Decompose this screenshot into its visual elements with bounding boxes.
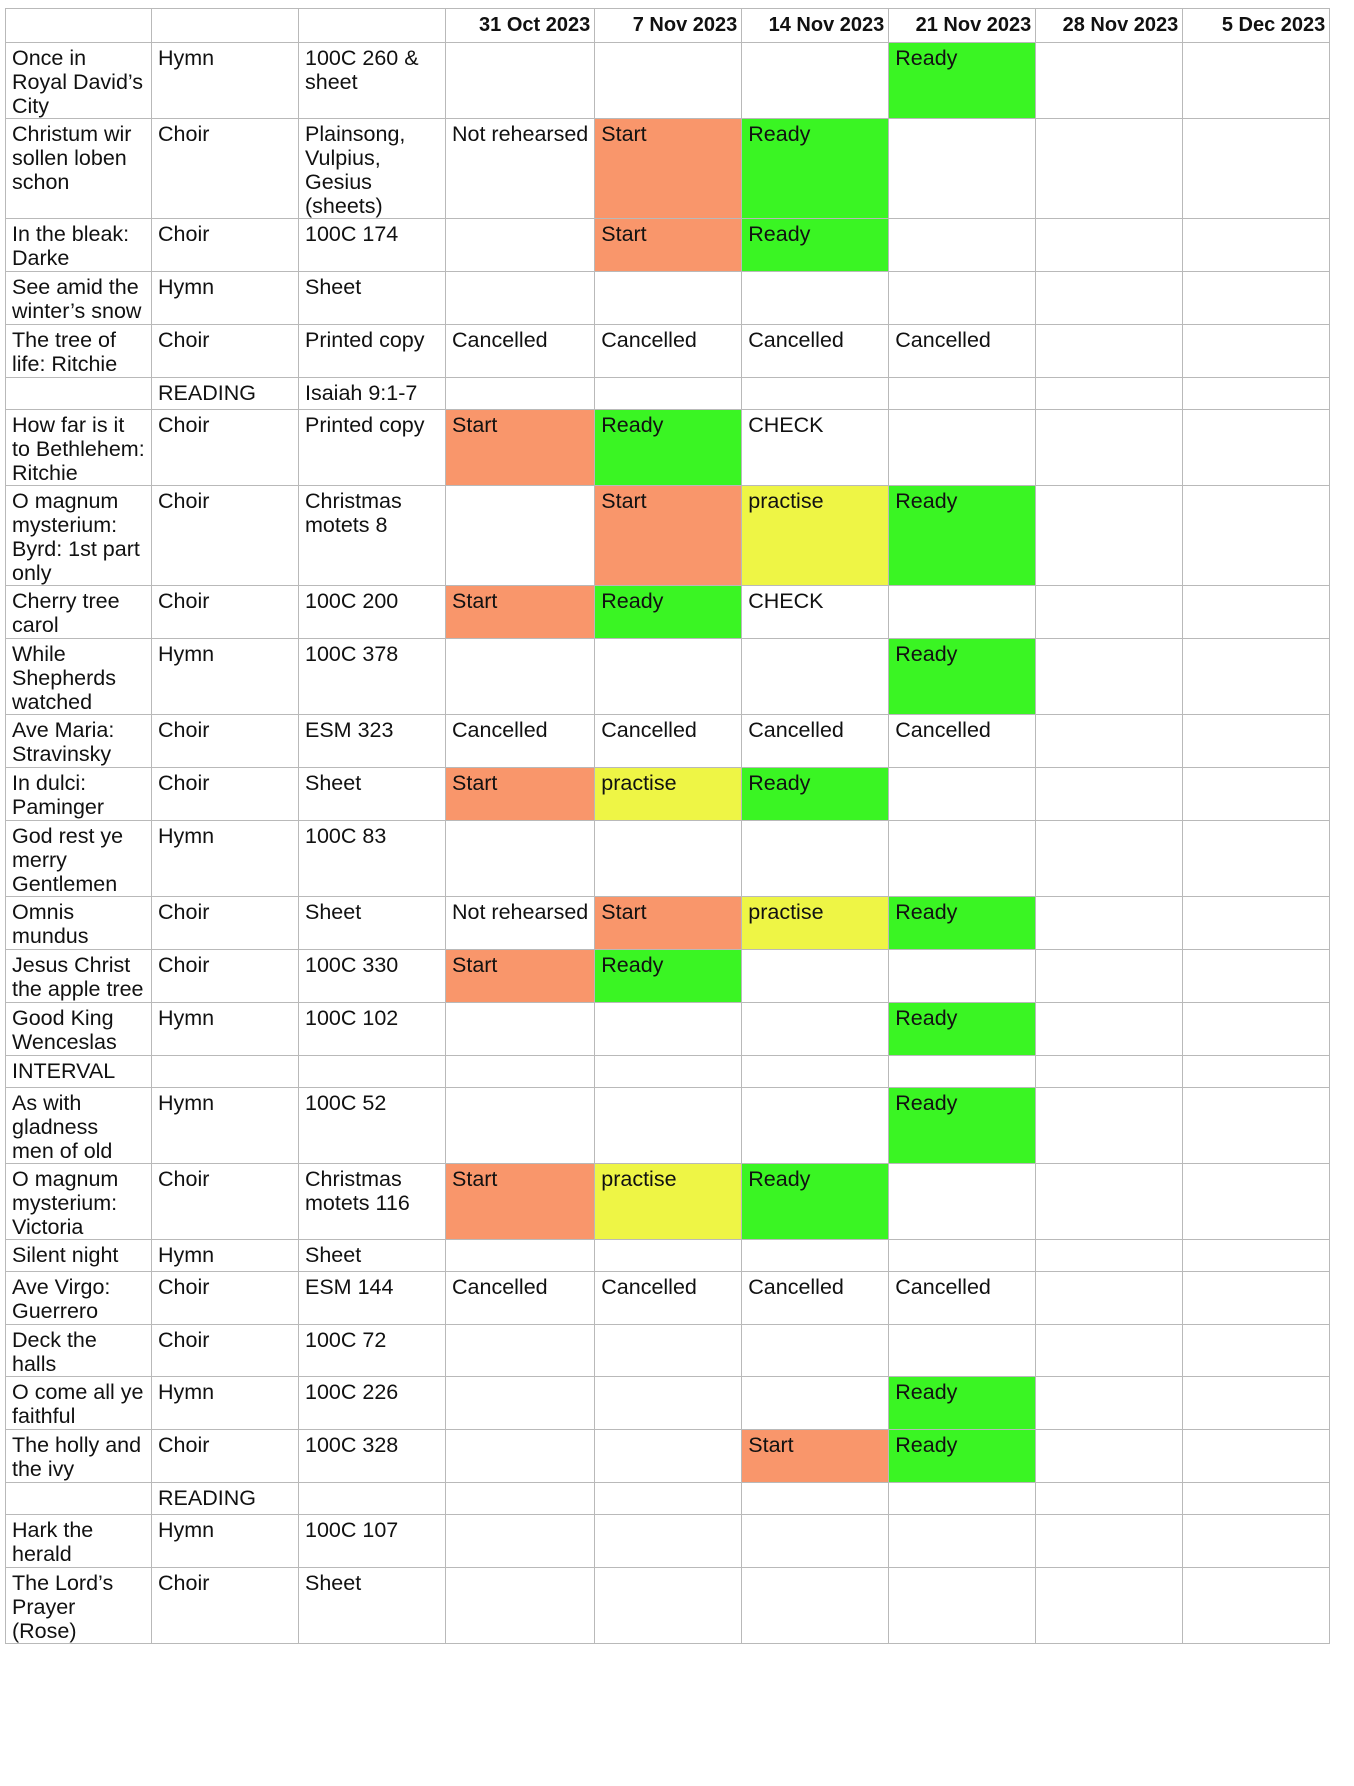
- item-type-cell[interactable]: Choir: [152, 1568, 299, 1644]
- music-source-cell[interactable]: 100C 102: [299, 1003, 446, 1056]
- status-cell[interactable]: [1036, 768, 1183, 821]
- status-cell[interactable]: [595, 1088, 742, 1164]
- table-row: [6, 272, 1330, 325]
- item-type-cell[interactable]: Hymn: [152, 1003, 299, 1056]
- status-cell[interactable]: [742, 950, 889, 1003]
- status-cell[interactable]: Ready: [889, 43, 1036, 119]
- status-cell[interactable]: [1183, 1515, 1330, 1568]
- status-cell[interactable]: [889, 1568, 1036, 1644]
- status-cell[interactable]: Cancelled: [595, 325, 742, 378]
- status-cell[interactable]: Cancelled: [889, 325, 1036, 378]
- header-date-cell[interactable]: 7 Nov 2023: [595, 9, 742, 43]
- status-cell[interactable]: [1036, 897, 1183, 950]
- status-cell[interactable]: Start: [446, 410, 595, 486]
- table-row: [6, 897, 1330, 950]
- status-cell[interactable]: Ready: [742, 1164, 889, 1240]
- music-source-cell[interactable]: Sheet: [299, 897, 446, 950]
- song-title-cell[interactable]: The Lord’s Prayer (Rose): [6, 1568, 152, 1644]
- status-cell[interactable]: [1036, 1568, 1183, 1644]
- header-date-cell[interactable]: 31 Oct 2023: [446, 9, 595, 43]
- status-cell[interactable]: [595, 1515, 742, 1568]
- status-cell[interactable]: [1036, 119, 1183, 219]
- music-source-cell[interactable]: Christmas motets 8: [299, 486, 446, 586]
- item-type-cell[interactable]: Hymn: [152, 272, 299, 325]
- header-date-cell[interactable]: 28 Nov 2023: [1036, 9, 1183, 43]
- status-cell[interactable]: [1183, 1377, 1330, 1430]
- status-cell[interactable]: [595, 1056, 742, 1088]
- status-cell[interactable]: [889, 586, 1036, 639]
- status-cell[interactable]: [742, 378, 889, 410]
- status-cell[interactable]: [446, 1483, 595, 1515]
- status-cell[interactable]: Ready: [742, 219, 889, 272]
- status-cell[interactable]: [889, 378, 1036, 410]
- status-cell[interactable]: Start: [446, 950, 595, 1003]
- music-source-cell[interactable]: 100C 330: [299, 950, 446, 1003]
- table-row: [6, 1003, 1330, 1056]
- status-cell[interactable]: [1036, 378, 1183, 410]
- status-cell[interactable]: [1183, 1164, 1330, 1240]
- status-cell[interactable]: [742, 272, 889, 325]
- status-cell[interactable]: [595, 1568, 742, 1644]
- status-cell[interactable]: [889, 272, 1036, 325]
- status-cell[interactable]: [446, 219, 595, 272]
- song-title-cell[interactable]: The tree of life: Ritchie: [6, 325, 152, 378]
- song-title-cell[interactable]: O come all ye faithful: [6, 1377, 152, 1430]
- status-cell[interactable]: [1036, 1377, 1183, 1430]
- status-cell[interactable]: [446, 1568, 595, 1644]
- status-cell[interactable]: [595, 1377, 742, 1430]
- status-cell[interactable]: Ready: [889, 1088, 1036, 1164]
- song-title-cell[interactable]: [6, 378, 152, 410]
- status-cell[interactable]: [446, 378, 595, 410]
- status-cell[interactable]: [1036, 1515, 1183, 1568]
- status-cell[interactable]: Ready: [595, 410, 742, 486]
- status-cell[interactable]: Start: [595, 486, 742, 586]
- table-row: [6, 486, 1330, 586]
- status-cell[interactable]: [446, 1325, 595, 1377]
- music-source-cell[interactable]: Sheet: [299, 272, 446, 325]
- header-row: [6, 9, 1330, 43]
- status-cell[interactable]: [1183, 715, 1330, 768]
- song-title-cell[interactable]: The holly and the ivy: [6, 1430, 152, 1483]
- table-row: [6, 950, 1330, 1003]
- header-date-cell[interactable]: 5 Dec 2023: [1183, 9, 1330, 43]
- item-type-cell[interactable]: Choir: [152, 768, 299, 821]
- status-cell[interactable]: [1183, 486, 1330, 586]
- music-source-cell[interactable]: [299, 1483, 446, 1515]
- status-cell[interactable]: [1036, 586, 1183, 639]
- table-row: [6, 1483, 1330, 1515]
- music-source-cell[interactable]: Printed copy: [299, 410, 446, 486]
- music-source-cell[interactable]: 100C 107: [299, 1515, 446, 1568]
- status-cell[interactable]: [742, 1515, 889, 1568]
- status-cell[interactable]: Start: [446, 586, 595, 639]
- status-cell[interactable]: [1183, 43, 1330, 119]
- song-title-cell[interactable]: See amid the winter’s snow: [6, 272, 152, 325]
- status-cell[interactable]: [1183, 1003, 1330, 1056]
- music-source-cell[interactable]: 100C 72: [299, 1325, 446, 1377]
- status-cell[interactable]: [446, 1003, 595, 1056]
- status-cell[interactable]: [446, 639, 595, 715]
- song-title-cell[interactable]: While Shepherds watched: [6, 639, 152, 715]
- status-cell[interactable]: Cancelled: [889, 1272, 1036, 1325]
- status-cell[interactable]: [1183, 1568, 1330, 1644]
- music-source-cell[interactable]: 100C 378: [299, 639, 446, 715]
- status-cell[interactable]: Cancelled: [742, 715, 889, 768]
- music-source-cell[interactable]: Sheet: [299, 1240, 446, 1272]
- schedule-body: [6, 43, 1330, 1644]
- status-cell[interactable]: Start: [595, 119, 742, 219]
- status-cell[interactable]: [1183, 325, 1330, 378]
- status-cell[interactable]: [1036, 325, 1183, 378]
- status-cell[interactable]: [742, 1325, 889, 1377]
- table-row: [6, 768, 1330, 821]
- status-cell[interactable]: [446, 1088, 595, 1164]
- music-source-cell[interactable]: 100C 260 & sheet: [299, 43, 446, 119]
- status-cell[interactable]: [889, 1515, 1036, 1568]
- status-cell[interactable]: Cancelled: [446, 325, 595, 378]
- table-row: [6, 410, 1330, 486]
- status-cell[interactable]: [595, 1003, 742, 1056]
- song-title-cell[interactable]: Ave Virgo: Guerrero: [6, 1272, 152, 1325]
- song-title-cell[interactable]: Hark the herald: [6, 1515, 152, 1568]
- status-cell[interactable]: [1183, 219, 1330, 272]
- status-cell[interactable]: [889, 1240, 1036, 1272]
- status-cell[interactable]: [1183, 586, 1330, 639]
- status-cell[interactable]: practise: [595, 1164, 742, 1240]
- status-cell[interactable]: [742, 1377, 889, 1430]
- song-title-cell[interactable]: O magnum mysterium: Victoria: [6, 1164, 152, 1240]
- music-source-cell[interactable]: ESM 323: [299, 715, 446, 768]
- item-type-cell[interactable]: Hymn: [152, 43, 299, 119]
- status-cell[interactable]: [889, 1483, 1036, 1515]
- table-row: [6, 1056, 1330, 1088]
- status-cell[interactable]: [1183, 1483, 1330, 1515]
- item-type-cell[interactable]: Choir: [152, 715, 299, 768]
- status-cell[interactable]: practise: [742, 897, 889, 950]
- status-cell[interactable]: [1036, 410, 1183, 486]
- song-title-cell[interactable]: Cherry tree carol: [6, 586, 152, 639]
- status-cell[interactable]: Cancelled: [889, 715, 1036, 768]
- song-title-cell[interactable]: Silent night: [6, 1240, 152, 1272]
- song-title-cell[interactable]: O magnum mysterium: Byrd: 1st part only: [6, 486, 152, 586]
- item-type-cell[interactable]: Hymn: [152, 1240, 299, 1272]
- item-type-cell[interactable]: [152, 1056, 299, 1088]
- song-title-cell[interactable]: Once in Royal David’s City: [6, 43, 152, 119]
- status-cell[interactable]: [742, 1003, 889, 1056]
- status-cell[interactable]: [595, 1325, 742, 1377]
- status-cell[interactable]: [446, 1240, 595, 1272]
- status-cell[interactable]: Start: [446, 1164, 595, 1240]
- item-type-cell[interactable]: Hymn: [152, 639, 299, 715]
- table-row: [6, 1515, 1330, 1568]
- music-source-cell[interactable]: [299, 1056, 446, 1088]
- status-cell[interactable]: [1183, 950, 1330, 1003]
- song-title-cell[interactable]: How far is it to Bethlehem: Ritchie: [6, 410, 152, 486]
- table-row: [6, 1430, 1330, 1483]
- status-cell[interactable]: [1183, 119, 1330, 219]
- status-cell[interactable]: [1183, 1240, 1330, 1272]
- song-title-cell[interactable]: God rest ye merry Gentlemen: [6, 821, 152, 897]
- song-title-cell[interactable]: Deck the halls: [6, 1325, 152, 1377]
- table-row: [6, 325, 1330, 378]
- song-title-cell[interactable]: Good King Wenceslas: [6, 1003, 152, 1056]
- status-cell[interactable]: [889, 1056, 1036, 1088]
- item-type-cell[interactable]: Choir: [152, 119, 299, 219]
- status-cell[interactable]: [446, 821, 595, 897]
- table-row: [6, 43, 1330, 119]
- music-source-cell[interactable]: Sheet: [299, 768, 446, 821]
- status-cell[interactable]: Start: [595, 219, 742, 272]
- status-cell[interactable]: Cancelled: [742, 325, 889, 378]
- status-cell[interactable]: Ready: [889, 486, 1036, 586]
- table-row: [6, 586, 1330, 639]
- status-cell[interactable]: [742, 1483, 889, 1515]
- status-cell[interactable]: [889, 821, 1036, 897]
- status-cell[interactable]: Cancelled: [446, 715, 595, 768]
- status-cell[interactable]: Start: [595, 897, 742, 950]
- status-cell[interactable]: [889, 1164, 1036, 1240]
- music-source-cell[interactable]: Printed copy: [299, 325, 446, 378]
- status-cell[interactable]: [446, 1377, 595, 1430]
- status-cell[interactable]: [446, 43, 595, 119]
- status-cell[interactable]: [742, 639, 889, 715]
- status-cell[interactable]: Ready: [742, 768, 889, 821]
- item-type-cell[interactable]: Hymn: [152, 1088, 299, 1164]
- status-cell[interactable]: [1036, 1164, 1183, 1240]
- status-cell[interactable]: [1183, 897, 1330, 950]
- status-cell[interactable]: [1183, 1088, 1330, 1164]
- item-type-cell[interactable]: Hymn: [152, 821, 299, 897]
- status-cell[interactable]: [595, 639, 742, 715]
- status-cell[interactable]: [446, 486, 595, 586]
- status-cell[interactable]: [446, 1515, 595, 1568]
- header-date-cell[interactable]: 21 Nov 2023: [889, 9, 1036, 43]
- status-cell[interactable]: [1183, 272, 1330, 325]
- header-date-cell[interactable]: 14 Nov 2023: [742, 9, 889, 43]
- music-source-cell[interactable]: 100C 174: [299, 219, 446, 272]
- rehearsal-schedule-table: [5, 8, 1330, 1644]
- item-type-cell[interactable]: Choir: [152, 1164, 299, 1240]
- song-title-cell[interactable]: As with gladness men of old: [6, 1088, 152, 1164]
- item-type-cell[interactable]: Choir: [152, 1325, 299, 1377]
- status-cell[interactable]: [595, 272, 742, 325]
- table-row: [6, 1377, 1330, 1430]
- status-cell[interactable]: [1036, 821, 1183, 897]
- music-source-cell[interactable]: ESM 144: [299, 1272, 446, 1325]
- status-cell[interactable]: Cancelled: [742, 1272, 889, 1325]
- item-type-cell[interactable]: READING: [152, 378, 299, 410]
- status-cell[interactable]: Ready: [889, 1377, 1036, 1430]
- status-cell[interactable]: Cancelled: [446, 1272, 595, 1325]
- status-cell[interactable]: [742, 43, 889, 119]
- status-cell[interactable]: [1183, 410, 1330, 486]
- status-cell[interactable]: [1183, 768, 1330, 821]
- status-cell[interactable]: [1183, 378, 1330, 410]
- status-cell[interactable]: [1036, 950, 1183, 1003]
- status-cell[interactable]: [1036, 43, 1183, 119]
- status-cell[interactable]: Ready: [889, 1430, 1036, 1483]
- status-cell[interactable]: [1183, 1056, 1330, 1088]
- status-cell[interactable]: [595, 378, 742, 410]
- status-cell[interactable]: [1183, 1272, 1330, 1325]
- status-cell[interactable]: [1036, 1483, 1183, 1515]
- status-cell[interactable]: [1036, 272, 1183, 325]
- status-cell[interactable]: [1036, 715, 1183, 768]
- header-type-cell[interactable]: [152, 9, 299, 43]
- status-cell[interactable]: Ready: [889, 1003, 1036, 1056]
- music-source-cell[interactable]: 100C 83: [299, 821, 446, 897]
- song-title-cell[interactable]: In the bleak: Darke: [6, 219, 152, 272]
- song-title-cell[interactable]: INTERVAL: [6, 1056, 152, 1088]
- item-type-cell[interactable]: Choir: [152, 950, 299, 1003]
- status-cell[interactable]: [1183, 1430, 1330, 1483]
- song-title-cell[interactable]: [6, 1483, 152, 1515]
- song-title-cell[interactable]: Ave Maria: Stravinsky: [6, 715, 152, 768]
- status-cell[interactable]: [742, 1056, 889, 1088]
- status-cell[interactable]: Ready: [742, 119, 889, 219]
- status-cell[interactable]: [889, 768, 1036, 821]
- table-row: [6, 119, 1330, 219]
- status-cell[interactable]: practise: [742, 486, 889, 586]
- status-cell[interactable]: [595, 1483, 742, 1515]
- table-row: [6, 378, 1330, 410]
- status-cell[interactable]: [742, 821, 889, 897]
- status-cell[interactable]: [1036, 1088, 1183, 1164]
- table-row: [6, 715, 1330, 768]
- status-cell[interactable]: CHECK: [742, 410, 889, 486]
- music-source-cell[interactable]: Plainsong, Vulpius, Gesius (sheets): [299, 119, 446, 219]
- table-row: [6, 1164, 1330, 1240]
- status-cell[interactable]: Cancelled: [595, 715, 742, 768]
- status-cell[interactable]: [742, 1088, 889, 1164]
- status-cell[interactable]: [889, 219, 1036, 272]
- status-cell[interactable]: [595, 821, 742, 897]
- status-cell[interactable]: [446, 272, 595, 325]
- status-cell[interactable]: CHECK: [742, 586, 889, 639]
- item-type-cell[interactable]: Choir: [152, 486, 299, 586]
- music-source-cell[interactable]: 100C 328: [299, 1430, 446, 1483]
- status-cell[interactable]: [1183, 1325, 1330, 1377]
- table-row: [6, 1568, 1330, 1644]
- item-type-cell[interactable]: Choir: [152, 1430, 299, 1483]
- status-cell[interactable]: [742, 1568, 889, 1644]
- item-type-cell[interactable]: Choir: [152, 219, 299, 272]
- music-source-cell[interactable]: Christmas motets 116: [299, 1164, 446, 1240]
- status-cell[interactable]: [446, 1430, 595, 1483]
- status-cell[interactable]: [1036, 1003, 1183, 1056]
- status-cell[interactable]: [742, 1240, 889, 1272]
- item-type-cell[interactable]: Choir: [152, 1272, 299, 1325]
- music-source-cell[interactable]: 100C 226: [299, 1377, 446, 1430]
- status-cell[interactable]: [1036, 1056, 1183, 1088]
- table-row: [6, 821, 1330, 897]
- song-title-cell[interactable]: Christum wir sollen loben schon: [6, 119, 152, 219]
- status-cell[interactable]: Ready: [889, 639, 1036, 715]
- status-cell[interactable]: [889, 410, 1036, 486]
- item-type-cell[interactable]: Hymn: [152, 1515, 299, 1568]
- status-cell[interactable]: [1183, 639, 1330, 715]
- table-row: [6, 1325, 1330, 1377]
- table-row: [6, 219, 1330, 272]
- status-cell[interactable]: Ready: [595, 950, 742, 1003]
- song-title-cell[interactable]: In dulci: Paminger: [6, 768, 152, 821]
- music-source-cell[interactable]: 100C 200: [299, 586, 446, 639]
- status-cell[interactable]: [1036, 1272, 1183, 1325]
- status-cell[interactable]: Not rehearsed: [446, 119, 595, 219]
- status-cell[interactable]: [889, 950, 1036, 1003]
- table-row: [6, 1088, 1330, 1164]
- status-cell[interactable]: [1036, 1325, 1183, 1377]
- table-row: [6, 1240, 1330, 1272]
- music-source-cell[interactable]: Isaiah 9:1-7: [299, 378, 446, 410]
- status-cell[interactable]: Start: [446, 768, 595, 821]
- status-cell[interactable]: [595, 1240, 742, 1272]
- music-source-cell[interactable]: 100C 52: [299, 1088, 446, 1164]
- song-title-cell[interactable]: Omnis mundus: [6, 897, 152, 950]
- music-source-cell[interactable]: Sheet: [299, 1568, 446, 1644]
- item-type-cell[interactable]: READING: [152, 1483, 299, 1515]
- item-type-cell[interactable]: Choir: [152, 410, 299, 486]
- header-source-cell[interactable]: [299, 9, 446, 43]
- status-cell[interactable]: [889, 1325, 1036, 1377]
- status-cell[interactable]: [595, 1430, 742, 1483]
- status-cell[interactable]: [1036, 219, 1183, 272]
- status-cell[interactable]: [1036, 1430, 1183, 1483]
- status-cell[interactable]: Ready: [889, 897, 1036, 950]
- status-cell[interactable]: [1183, 821, 1330, 897]
- item-type-cell[interactable]: Choir: [152, 586, 299, 639]
- item-type-cell[interactable]: Choir: [152, 897, 299, 950]
- status-cell[interactable]: [446, 1056, 595, 1088]
- status-cell[interactable]: Start: [742, 1430, 889, 1483]
- status-cell[interactable]: [1036, 639, 1183, 715]
- status-cell[interactable]: [1036, 1240, 1183, 1272]
- status-cell[interactable]: Not rehearsed: [446, 897, 595, 950]
- status-cell[interactable]: Ready: [595, 586, 742, 639]
- status-cell[interactable]: [595, 43, 742, 119]
- status-cell[interactable]: [1036, 486, 1183, 586]
- item-type-cell[interactable]: Hymn: [152, 1377, 299, 1430]
- song-title-cell[interactable]: Jesus Christ the apple tree: [6, 950, 152, 1003]
- status-cell[interactable]: Cancelled: [595, 1272, 742, 1325]
- status-cell[interactable]: practise: [595, 768, 742, 821]
- status-cell[interactable]: [889, 119, 1036, 219]
- item-type-cell[interactable]: Choir: [152, 325, 299, 378]
- table-row: [6, 639, 1330, 715]
- table-row: [6, 1272, 1330, 1325]
- header-title-cell[interactable]: [6, 9, 152, 43]
